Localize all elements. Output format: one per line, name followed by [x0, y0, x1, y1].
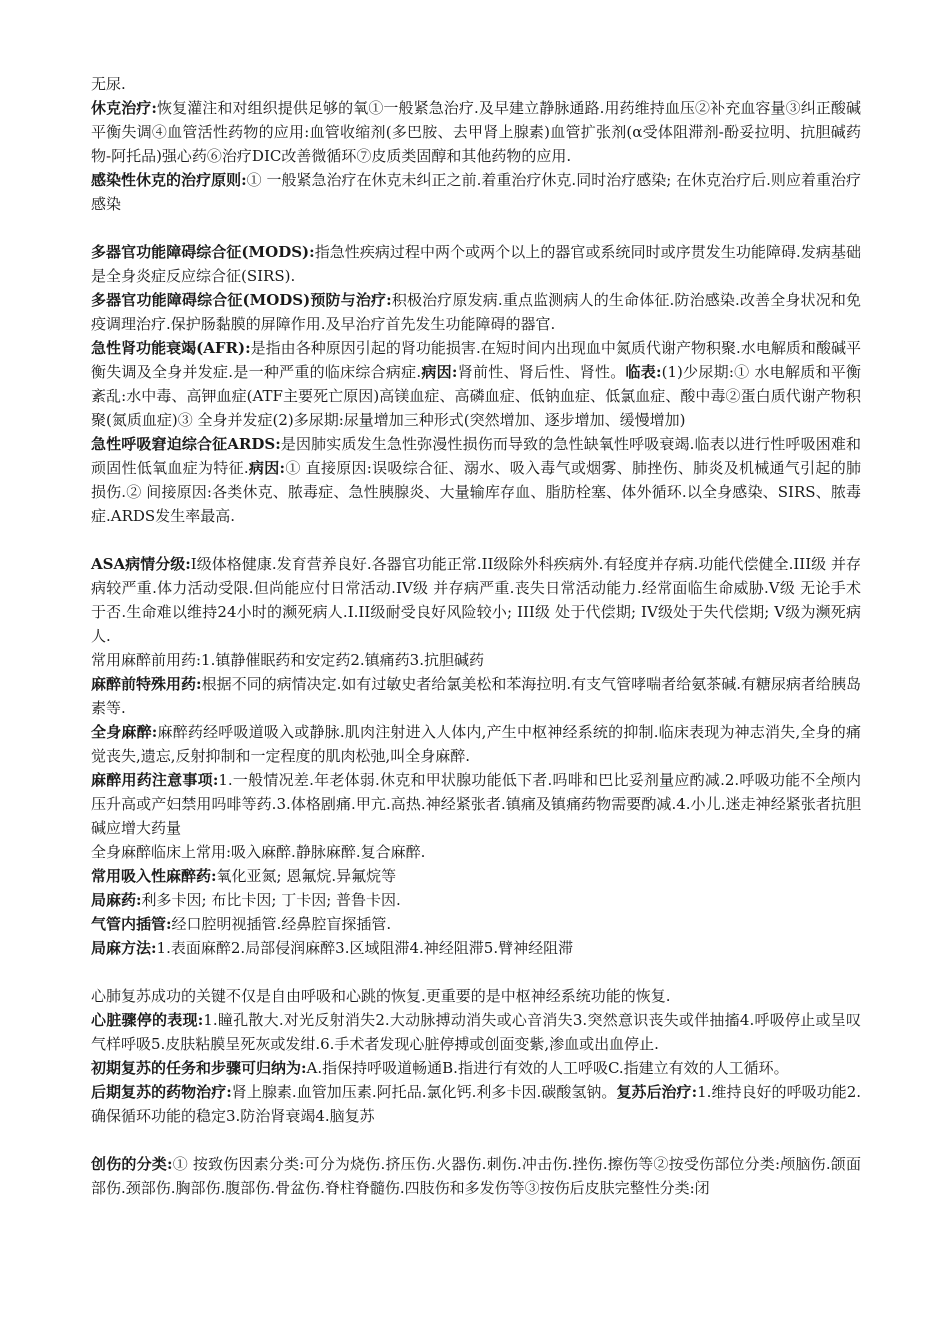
body-text: 经口腔明视插管.经鼻腔盲探插管. — [171, 915, 392, 933]
term-heading: 临表: — [625, 363, 662, 381]
paragraph — [91, 1008, 861, 1056]
body-text: 根据不同的病情决定.如有过敏史者给氯美松和苯海拉明.有支气管哮喘者给氨茶碱.有糖尿病者给胰岛素等. — [91, 675, 861, 717]
body-text: 无尿. — [91, 75, 126, 93]
body-text: 1.瞳孔散大.对光反射消失2.大动脉搏动消失或心音消失3.突然意识丧失或伴抽搐4.呼吸停止或呈叹气样呼吸5.皮肤粘膜呈死灰或发绀.6.手术者发现心脏停搏或创面变紫,渗血或出血停止. — [91, 1011, 861, 1053]
body-text: 麻醉药经呼吸道吸入或静脉.肌肉注射进入人体内,产生中枢神经系统的抑制.临床表现为神志消失,全身的痛觉丧失,遗忘,反射抑制和一定程度的肌肉松弛,叫全身麻醉. — [91, 723, 861, 765]
paragraph — [91, 552, 861, 648]
term-heading: 病因: — [248, 459, 286, 477]
paragraph — [91, 672, 861, 720]
paragraph — [91, 1080, 861, 1128]
body-text: 恢复灌注和对组织提供足够的氧①一般紧急治疗.及早建立静脉通路.用药维持血压②补充血容量③纠正酸碱平衡失调④血管活性药物的应用:血管收缩剂(多巴胺、去甲肾上腺素)血管扩张剂(α受体阻滞剂-酚妥拉明、抗胆碱药物-阿托品)强心药⑥治疗DIC改善微循环⑦皮质类固醇和其他药物的应用. — [91, 99, 861, 165]
body-text: 是指由各种原因引起的肾功能损害.在短时间内出现血中氮质代谢产物积聚.水电解质和酸碱平衡失调及全身并发症.是一种严重的临床综合病症. — [91, 339, 861, 381]
body-text: 1.维持良好的呼吸功能2.确保循环功能的稳定3.防治肾衰竭4.脑复苏 — [91, 1083, 861, 1125]
paragraph — [91, 96, 861, 168]
body-text: 全身麻醉临床上常用:吸入麻醉.静脉麻醉.复合麻醉. — [91, 843, 426, 861]
term-heading: 常用吸入性麻醉药: — [91, 867, 217, 885]
document-page — [91, 72, 861, 1200]
paragraph — [91, 720, 861, 768]
body-text: (1)少尿期:① 水电解质和平衡紊乱:水中毒、高钾血症(ATF主要死亡原因)高镁血症、高磷血症、低钠血症、低氯血症、酸中毒②蛋白质代谢产物积聚(氮质血症)③ 全身并发症(2)多尿期:尿量增加三种形式(突然增加、逐步增加、缓慢增加) — [91, 363, 861, 429]
paragraph — [91, 912, 861, 936]
body-text: 1.一般情况差.年老体弱.休克和甲状腺功能低下者.吗啡和巴比妥剂量应酌减.2.呼吸功能不全颅内压升高或产妇禁用吗啡等药.3.体格剧痛.甲亢.高热.神经紧张者.镇痛及镇痛药物需要酌减.4.小儿.迷走神经紧张者抗胆碱应增大药量 — [91, 771, 861, 837]
paragraph — [91, 888, 861, 912]
term-heading: 局麻方法: — [91, 939, 157, 957]
blank-line — [91, 1128, 861, 1152]
body-text: 常用麻醉前用药:1.镇静催眠药和安定药2.镇痛药3.抗胆碱药 — [91, 651, 484, 669]
term-heading: 多器官功能障碍综合征(MODS)预防与治疗: — [91, 291, 392, 309]
body-text: 肾上腺素.血管加压素.阿托品.氯化钙.利多卡因.碳酸氢钠。 — [231, 1083, 617, 1101]
term-heading: 多器官功能障碍综合征(MODS): — [91, 243, 315, 261]
term-heading: 麻醉用药注意事项: — [91, 771, 219, 789]
paragraph — [91, 432, 861, 528]
paragraph — [91, 1056, 861, 1080]
term-heading: 麻醉前特殊用药: — [91, 675, 202, 693]
body-text: 肾前性、肾后性、肾性。 — [457, 363, 626, 381]
body-text: 是因肺实质发生急性弥漫性损伤而导致的急性缺氧性呼吸衰竭.临表以进行性呼吸困难和顽固性低氧血症为特征. — [91, 435, 861, 477]
paragraph — [91, 864, 861, 888]
term-heading: 急性呼吸窘迫综合征ARDS: — [91, 435, 281, 453]
term-heading: 初期复苏的任务和步骤可归纳为: — [91, 1059, 307, 1077]
body-text: I级体格健康.发育营养良好.各器官功能正常.II级除外科疾病外.有轻度并存病.功能代偿健全.III级 并存病较严重.体力活动受限.但尚能应付日常活动.IV级 并存病严重.丧失日常活动能力.经常面临生命威胁.V级 无论手术于否.生命难以维持24小时的濒死病人.I.II级耐受良好风险较小; III级 处于代偿期; IV级处于失代偿期; V级为濒死病人. — [91, 555, 862, 645]
body-text: ① 直接原因:误吸综合征、溺水、吸入毒气或烟雾、肺挫伤、肺炎及机械通气引起的肺损伤.② 间接原因:各类休克、脓毒症、急性胰腺炎、大量输库存血、脂肪栓塞、体外循环.以全身感染、SIRS、脓毒症.ARDS发生率最高. — [91, 459, 861, 525]
paragraph — [91, 984, 861, 1008]
body-text: 1.表面麻醉2.局部侵润麻醉3.区域阻滞4.神经阻滞5.臂神经阻滞 — [156, 939, 574, 957]
paragraph — [91, 936, 861, 960]
body-text: ① 按致伤因素分类:可分为烧伤.挤压伤.火器伤.刺伤.冲击伤.挫伤.擦伤等②按受伤部位分类:颅脑伤.颌面部伤.颈部伤.胸部伤.腹部伤.骨盆伤.脊柱脊髓伤.四肢伤和多发伤等③按伤后皮肤完整性分类:闭 — [91, 1155, 861, 1197]
term-heading: 复苏后治疗: — [616, 1083, 698, 1101]
body-text: 心肺复苏成功的关键不仅是自由呼吸和心跳的恢复.更重要的是中枢神经系统功能的恢复. — [91, 987, 671, 1005]
term-heading: 休克治疗: — [91, 99, 157, 117]
paragraph — [91, 1152, 861, 1200]
paragraph — [91, 168, 861, 216]
paragraph — [91, 336, 861, 432]
term-heading: 心脏骤停的表现: — [91, 1011, 204, 1029]
term-heading: ASA病情分级: — [91, 555, 191, 573]
body-text: 指急性疾病过程中两个或两个以上的器官或系统同时或序贯发生功能障碍.发病基础是全身炎症反应综合征(SIRS). — [91, 243, 861, 285]
paragraph — [91, 648, 861, 672]
paragraph — [91, 240, 861, 288]
term-heading: 创伤的分类: — [91, 1155, 173, 1173]
blank-line — [91, 216, 861, 240]
term-heading: 感染性休克的治疗原则: — [91, 171, 247, 189]
term-heading: 急性肾功能衰竭(AFR): — [91, 339, 251, 357]
term-heading: 后期复苏的药物治疗: — [91, 1083, 232, 1101]
paragraph — [91, 72, 861, 96]
body-text: ① 一般紧急治疗在休克未纠正之前.着重治疗休克.同时治疗感染; 在休克治疗后.则应着重治疗感染 — [91, 171, 861, 213]
term-heading: 病因: — [421, 363, 458, 381]
term-heading: 局麻药: — [91, 891, 142, 909]
body-text: 积极治疗原发病.重点监测病人的生命体征.防治感染.改善全身状况和免疫调理治疗.保护肠黏膜的屏障作用.及早治疗首先发生功能障碍的器官. — [91, 291, 862, 333]
term-heading: 全身麻醉: — [91, 723, 158, 741]
blank-line — [91, 528, 861, 552]
paragraph — [91, 840, 861, 864]
term-heading: 气管内插管: — [91, 915, 172, 933]
body-text: 氧化亚氮; 恩氟烷.异氟烷等 — [216, 867, 397, 885]
paragraph — [91, 768, 861, 840]
body-text: A.指保持呼吸道畅通B.指进行有效的人工呼吸C.指建立有效的人工循环。 — [306, 1059, 789, 1077]
blank-line — [91, 960, 861, 984]
paragraph — [91, 288, 861, 336]
body-text: 利多卡因; 布比卡因; 丁卡因; 普鲁卡因. — [141, 891, 401, 909]
